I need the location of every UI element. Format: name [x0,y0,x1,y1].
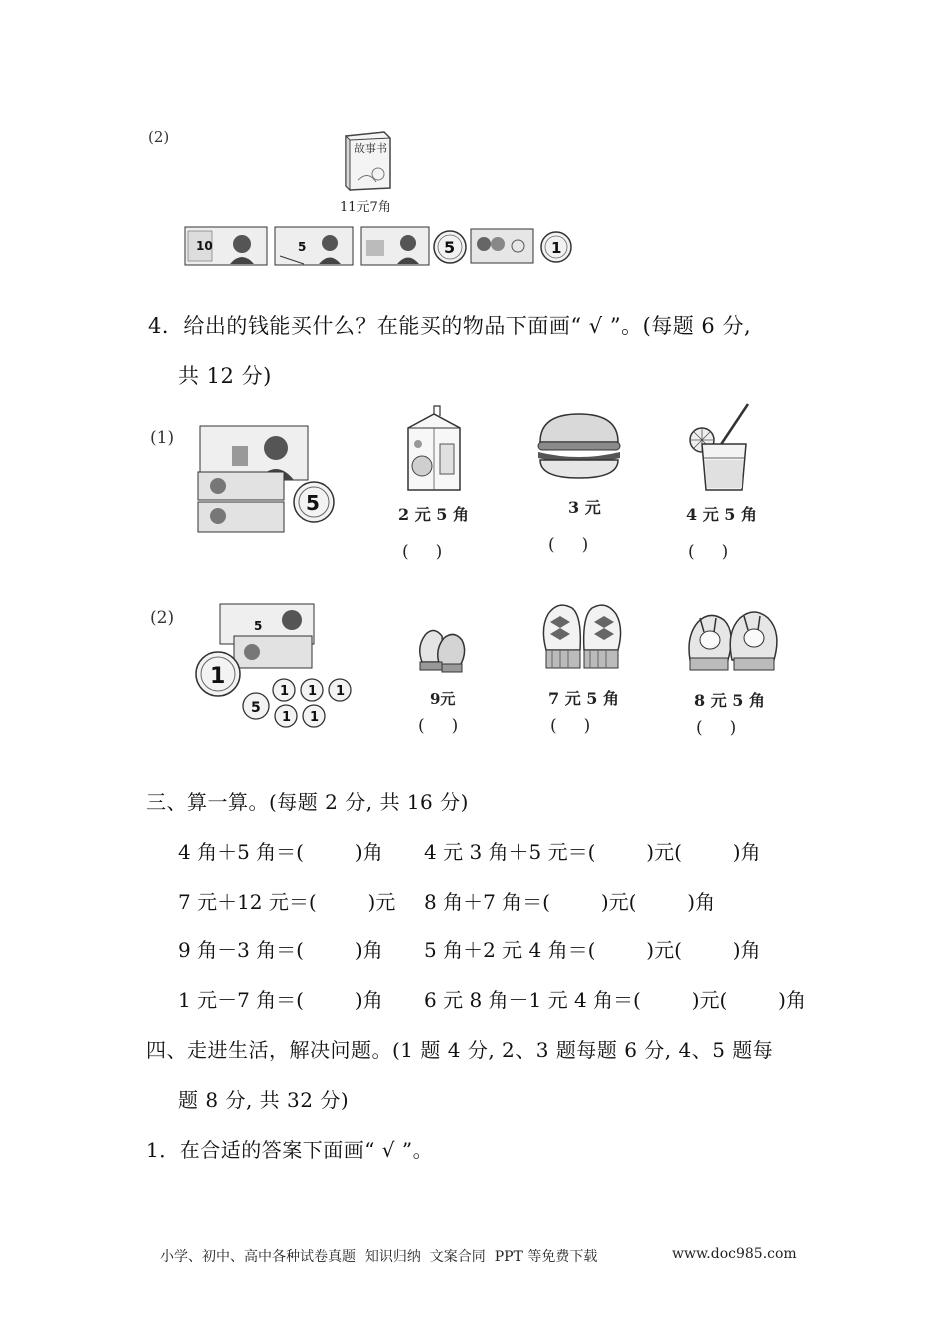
knit-mittens-icon [540,598,624,672]
money-group-1 [196,424,340,538]
footer-url[interactable]: www.doc985.com [672,1246,797,1262]
section-3-heading: 三、算一算。(每题 2 分, 共 16 分) [146,790,469,814]
item-price: 2 元 5 角 [398,505,469,524]
answer-blank[interactable]: ( ) [696,718,737,738]
section-4-heading-line2: 题 8 分, 共 32 分) [178,1088,350,1112]
answer-blank[interactable]: ( ) [550,716,591,736]
calc-item: 1 元－7 角＝( )角 [178,988,383,1012]
calc-item: 9 角－3 角＝( )角 [178,938,383,962]
milk-carton-icon [400,404,470,494]
money-group-2 [194,602,358,732]
calc-item: 8 角＋7 角＝( )元( )角 [424,890,716,914]
answer-blank[interactable]: ( ) [688,542,729,562]
lemon-drink-icon [686,402,756,494]
svg-text:1: 1 [280,684,290,699]
question-4-line1: 4．给出的钱能买什么？在能买的物品下面画“ √ ”。(每题 6 分, [148,314,752,338]
svg-text:1: 1 [308,684,318,699]
svg-text:1: 1 [551,239,562,257]
item-price: 3 元 [568,498,601,517]
svg-text:5: 5 [251,700,261,716]
item-price: 7 元 5 角 [548,689,619,708]
book-price: 11元7角 [340,200,391,215]
item-price: 8 元 5 角 [694,691,765,710]
item-price: 9元 [430,690,456,708]
svg-text:10: 10 [196,239,213,253]
item-price: 4 元 5 角 [686,505,757,524]
five-yuan-note-icon [274,226,354,266]
subquestion-2-label: (2) [150,608,175,628]
svg-text:1: 1 [310,710,320,725]
calc-item: 7 元＋12 元＝( )元 [178,890,396,914]
calc-item: 4 元 3 角＋5 元＝( )元( )角 [424,840,761,864]
svg-text:5: 5 [254,619,263,633]
subquestion-label: (2) [148,128,170,146]
ten-yuan-note-icon [184,226,268,266]
svg-text:5: 5 [444,238,456,257]
svg-text:5: 5 [298,240,307,254]
one-jiao-coin-icon [539,230,573,264]
small-mittens-icon [414,622,470,674]
one-jiao-note-icon [470,228,534,264]
svg-text:1: 1 [210,664,226,689]
book-cover-title: 故事书 [354,142,387,155]
calc-item: 4 角＋5 角＝( )角 [178,840,383,864]
subquestion-1-label: (1) [150,428,175,448]
section-4-question-1: 1．在合适的答案下面画“ √ ”。 [146,1138,434,1162]
calc-item: 5 角＋2 元 4 角＝( )元( )角 [424,938,761,962]
one-yuan-note-icon [360,226,430,266]
hamburger-icon [536,410,622,482]
svg-text:5: 5 [306,491,320,515]
footer-text: 小学、初中、高中各种试卷真题 知识归纳 文案合同 PPT 等免费下载 [160,1249,598,1265]
question-4-line2: 共 12 分) [178,364,272,388]
section-4-heading-line1: 四、走进生活，解决问题。(1 题 4 分, 2、3 题每题 6 分, 4、5 题每 [146,1038,774,1062]
svg-text:1: 1 [336,684,346,699]
svg-text:1: 1 [282,710,292,725]
calc-item: 6 元 8 角－1 元 4 角＝( )元( )角 [424,988,806,1012]
answer-blank[interactable]: ( ) [418,716,459,736]
answer-blank[interactable]: ( ) [402,542,443,562]
rabbit-mittens-icon [686,596,782,674]
five-jiao-coin-icon [432,229,468,265]
answer-blank[interactable]: ( ) [548,535,589,555]
